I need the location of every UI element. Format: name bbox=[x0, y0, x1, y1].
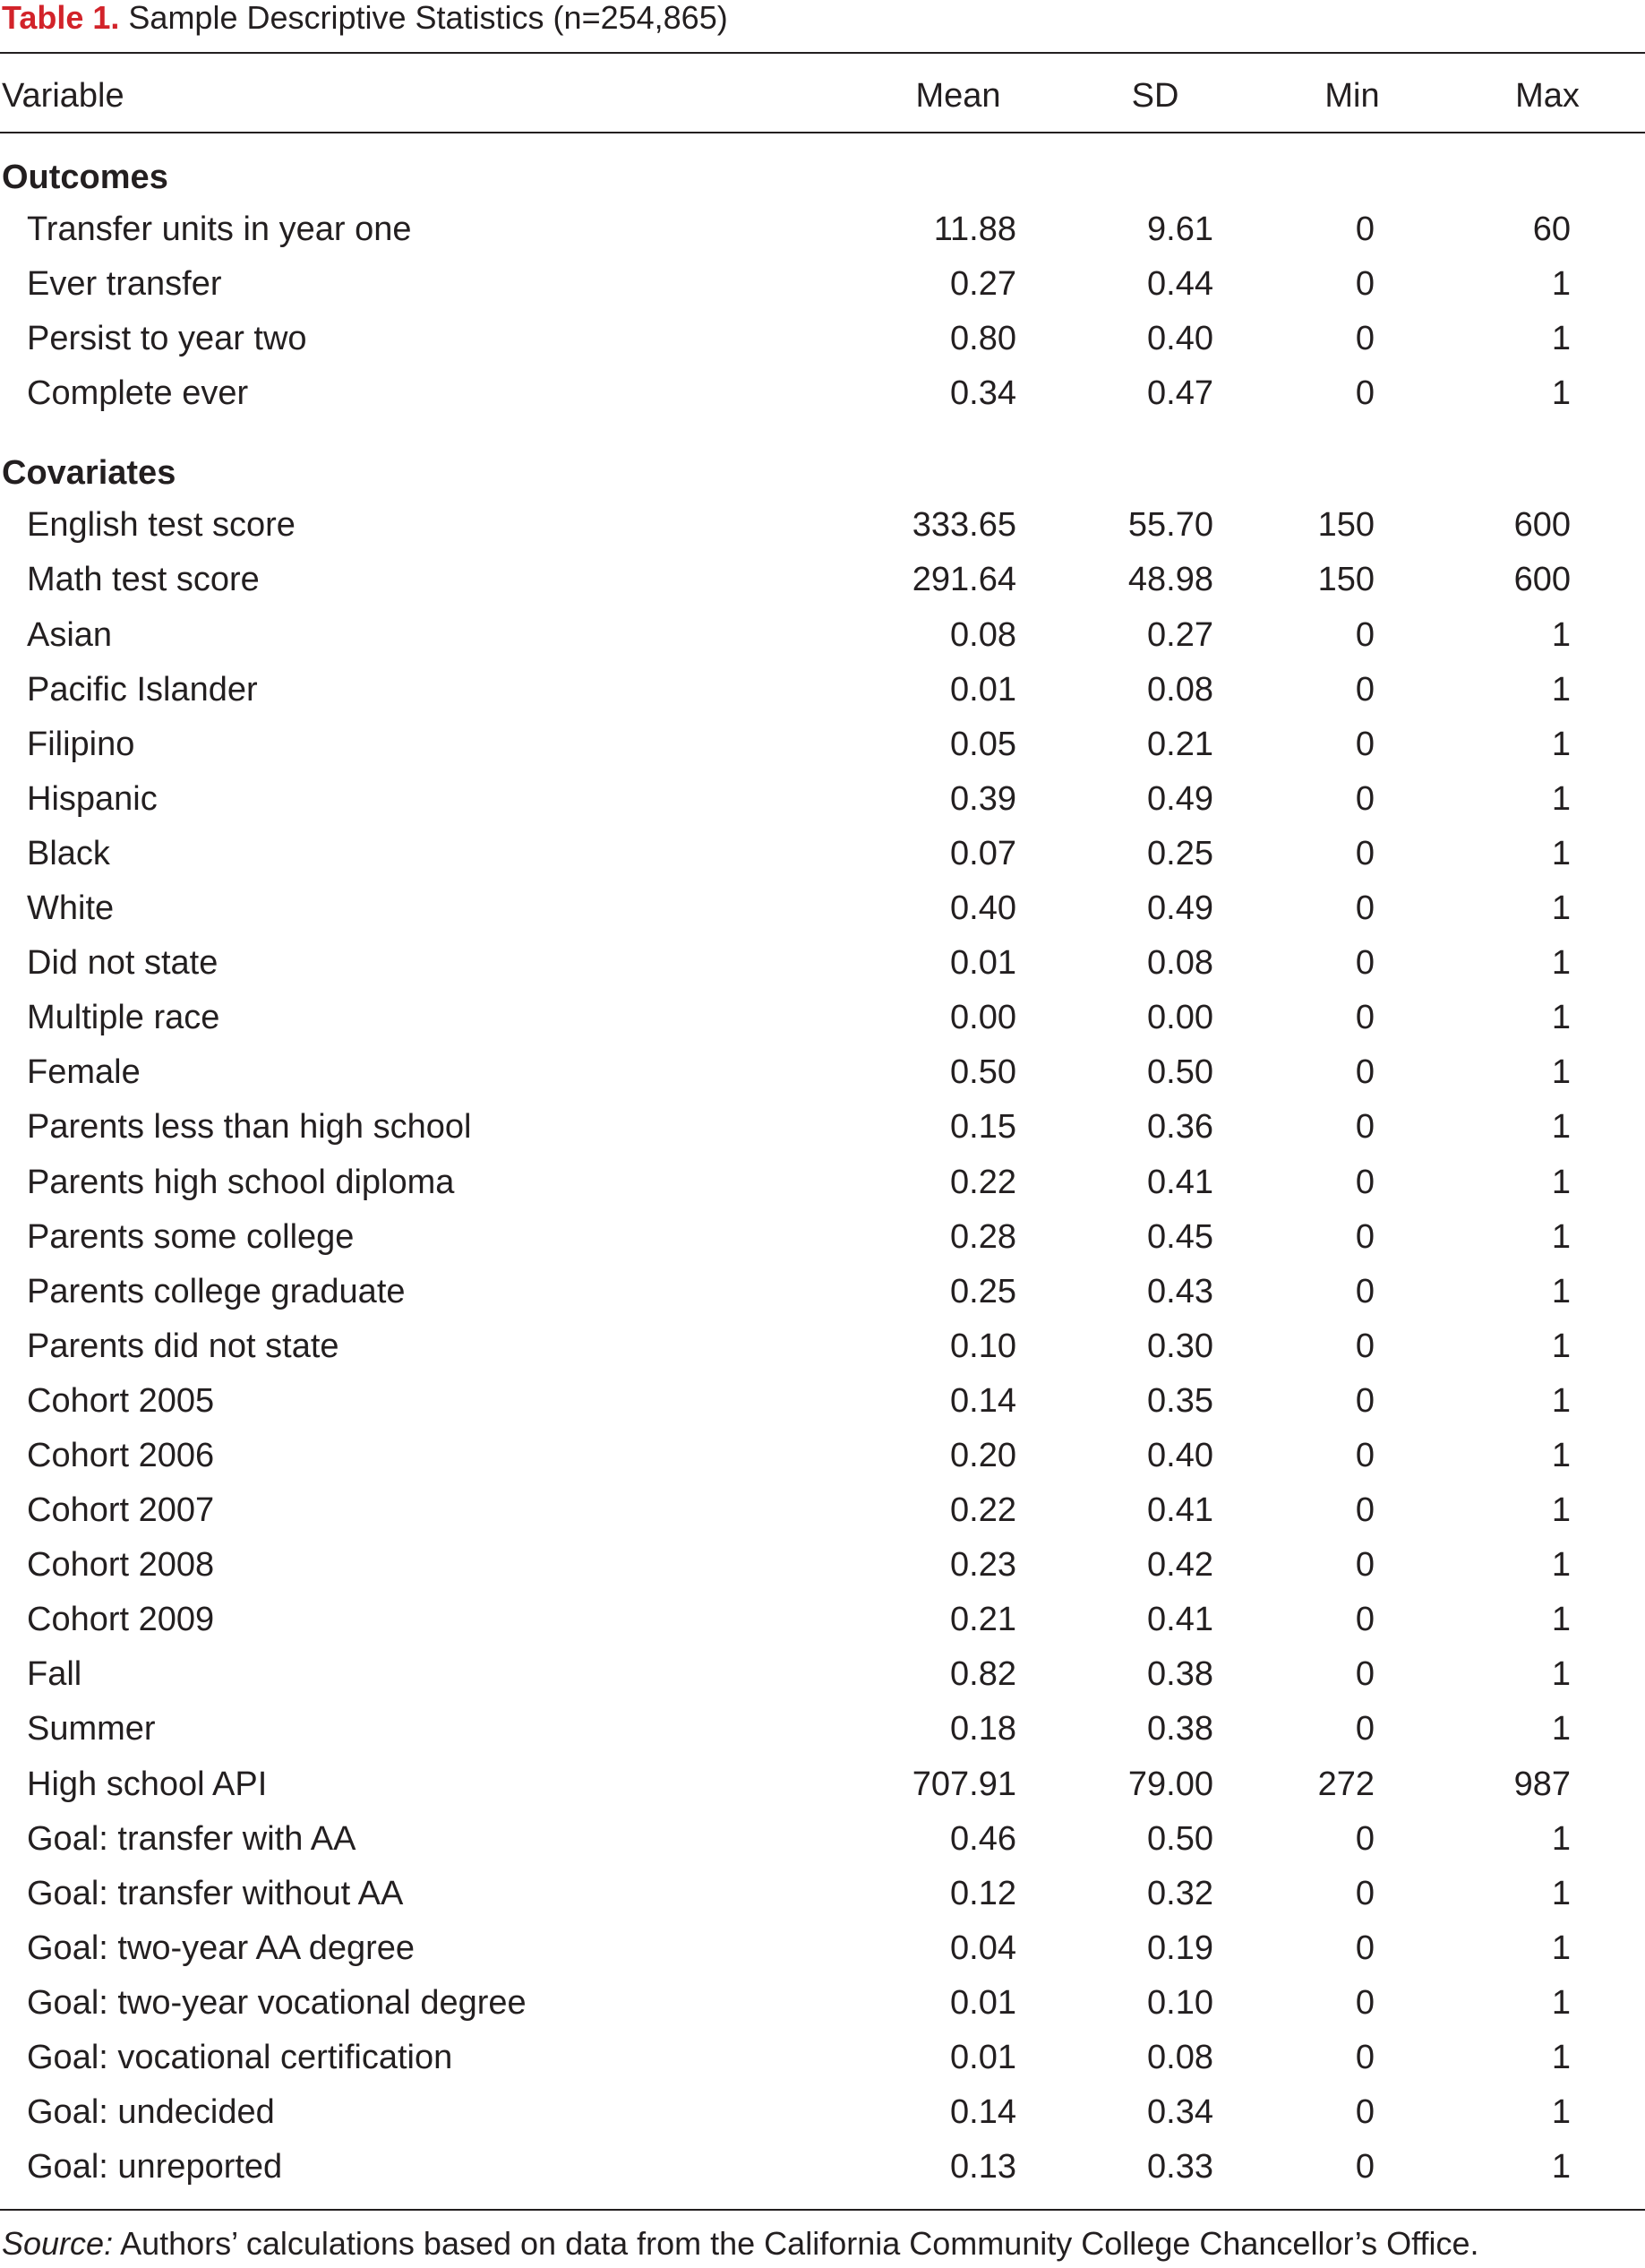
cell-sd: 0.41 bbox=[1147, 1163, 1213, 1201]
table-row bbox=[0, 312, 1645, 366]
table-row bbox=[0, 991, 1645, 1045]
header-sd: SD bbox=[1131, 77, 1179, 115]
cell-min: 0 bbox=[1355, 1874, 1375, 1912]
cell-mean: 0.07 bbox=[950, 834, 1016, 872]
cell-mean: 0.25 bbox=[950, 1272, 1016, 1310]
cell-max: 1 bbox=[1551, 1655, 1571, 1694]
cell-min: 0 bbox=[1355, 1655, 1375, 1694]
cell-variable: Asian bbox=[27, 615, 113, 654]
cell-variable: Math test score bbox=[27, 561, 260, 599]
cell-min: 0 bbox=[1355, 1983, 1375, 2022]
cell-sd: 0.27 bbox=[1147, 615, 1213, 654]
cell-min: 0 bbox=[1355, 779, 1375, 818]
cell-mean: 0.39 bbox=[950, 779, 1016, 818]
cell-mean: 333.65 bbox=[912, 506, 1016, 545]
cell-variable: White bbox=[27, 889, 115, 928]
cell-variable: High school API bbox=[27, 1765, 268, 1803]
cell-min: 0 bbox=[1355, 374, 1375, 413]
cell-variable: Filipino bbox=[27, 725, 135, 763]
cell-max: 1 bbox=[1551, 1983, 1571, 2022]
cell-max: 1 bbox=[1551, 944, 1571, 983]
cell-max: 1 bbox=[1551, 1929, 1571, 1967]
cell-mean: 0.27 bbox=[950, 265, 1016, 304]
cell-min: 0 bbox=[1355, 1053, 1375, 1092]
cell-mean: 0.21 bbox=[950, 1601, 1016, 1639]
cell-max: 1 bbox=[1551, 265, 1571, 304]
cell-sd: 0.34 bbox=[1147, 2093, 1213, 2132]
cell-sd: 0.40 bbox=[1147, 320, 1213, 358]
cell-variable: Summer bbox=[27, 1710, 156, 1748]
cell-sd: 0.38 bbox=[1147, 1710, 1213, 1748]
cell-mean: 0.15 bbox=[950, 1108, 1016, 1147]
cell-variable: Parents less than high school bbox=[27, 1108, 472, 1147]
cell-min: 0 bbox=[1355, 2093, 1375, 2132]
cell-variable: Cohort 2006 bbox=[27, 1436, 215, 1474]
table-row bbox=[0, 498, 1645, 553]
cell-max: 1 bbox=[1551, 1327, 1571, 1365]
table-row bbox=[0, 1100, 1645, 1155]
cell-variable: Cohort 2007 bbox=[27, 1491, 215, 1530]
cell-min: 0 bbox=[1355, 1546, 1375, 1585]
cell-mean: 0.00 bbox=[950, 999, 1016, 1037]
cell-sd: 0.49 bbox=[1147, 779, 1213, 818]
cell-min: 0 bbox=[1355, 999, 1375, 1037]
table-row bbox=[0, 2085, 1645, 2140]
cell-variable: Did not state bbox=[27, 944, 218, 983]
cell-min: 150 bbox=[1317, 561, 1375, 599]
cell-max: 1 bbox=[1551, 1601, 1571, 1639]
table-row bbox=[0, 1538, 1645, 1593]
table-row bbox=[0, 553, 1645, 607]
table-source-note bbox=[2, 2223, 1479, 2264]
cell-mean: 0.40 bbox=[950, 889, 1016, 928]
table-caption bbox=[2, 0, 728, 36]
cell-variable: Cohort 2005 bbox=[27, 1381, 215, 1420]
cell-min: 0 bbox=[1355, 210, 1375, 248]
cell-mean: 0.01 bbox=[950, 670, 1016, 709]
cell-variable: English test score bbox=[27, 506, 296, 545]
cell-max: 1 bbox=[1551, 779, 1571, 818]
cell-max: 1 bbox=[1551, 834, 1571, 872]
cell-mean: 0.22 bbox=[950, 1491, 1016, 1530]
table-row bbox=[0, 1812, 1645, 1867]
cell-variable: Transfer units in year one bbox=[27, 210, 412, 248]
table-row bbox=[0, 202, 1645, 257]
cell-min: 0 bbox=[1355, 615, 1375, 654]
table-row bbox=[0, 1319, 1645, 1374]
cell-variable: Parents did not state bbox=[27, 1327, 339, 1365]
cell-mean: 0.20 bbox=[950, 1436, 1016, 1474]
cell-max: 1 bbox=[1551, 1381, 1571, 1420]
cell-min: 0 bbox=[1355, 1108, 1375, 1147]
table-row bbox=[0, 1702, 1645, 1757]
table-row bbox=[0, 881, 1645, 936]
table-row bbox=[0, 1429, 1645, 1483]
table-row bbox=[0, 1867, 1645, 1921]
cell-mean: 0.01 bbox=[950, 1983, 1016, 2022]
table-row bbox=[0, 2140, 1645, 2195]
cell-variable: Goal: unreported bbox=[27, 2148, 283, 2186]
cell-sd: 0.08 bbox=[1147, 670, 1213, 709]
cell-sd: 0.43 bbox=[1147, 1272, 1213, 1310]
cell-sd: 0.38 bbox=[1147, 1655, 1213, 1694]
cell-sd: 0.21 bbox=[1147, 725, 1213, 763]
cell-sd: 0.41 bbox=[1147, 1601, 1213, 1639]
cell-min: 0 bbox=[1355, 1491, 1375, 1530]
cell-max: 600 bbox=[1513, 506, 1571, 545]
cell-sd: 0.36 bbox=[1147, 1108, 1213, 1147]
cell-variable: Complete ever bbox=[27, 374, 249, 413]
cell-sd: 0.08 bbox=[1147, 944, 1213, 983]
cell-mean: 0.08 bbox=[950, 615, 1016, 654]
cell-min: 0 bbox=[1355, 1217, 1375, 1256]
table-row bbox=[0, 663, 1645, 717]
cell-min: 0 bbox=[1355, 834, 1375, 872]
cell-sd: 0.50 bbox=[1147, 1053, 1213, 1092]
cell-min: 0 bbox=[1355, 1436, 1375, 1474]
cell-max: 1 bbox=[1551, 2093, 1571, 2132]
cell-max: 987 bbox=[1513, 1765, 1571, 1803]
table-caption-title: Sample Descriptive Statistics (n=254,865) bbox=[128, 0, 728, 36]
cell-variable: Goal: two-year vocational degree bbox=[27, 1983, 527, 2022]
table-row bbox=[0, 1210, 1645, 1265]
cell-min: 0 bbox=[1355, 1929, 1375, 1967]
cell-variable: Persist to year two bbox=[27, 320, 307, 358]
cell-variable: Cohort 2009 bbox=[27, 1601, 215, 1639]
table-row bbox=[0, 2031, 1645, 2085]
cell-max: 1 bbox=[1551, 889, 1571, 928]
table-body bbox=[0, 152, 1645, 2195]
table-row bbox=[0, 366, 1645, 421]
cell-variable: Goal: transfer with AA bbox=[27, 1819, 356, 1858]
table-row bbox=[0, 1921, 1645, 1976]
table-row bbox=[0, 827, 1645, 881]
cell-max: 1 bbox=[1551, 1710, 1571, 1748]
cell-min: 0 bbox=[1355, 1272, 1375, 1310]
cell-min: 0 bbox=[1355, 1381, 1375, 1420]
cell-max: 1 bbox=[1551, 1272, 1571, 1310]
cell-variable: Ever transfer bbox=[27, 265, 222, 304]
cell-sd: 0.08 bbox=[1147, 2039, 1213, 2076]
table-caption-label: Table 1. bbox=[2, 0, 120, 36]
cell-variable: Goal: transfer without AA bbox=[27, 1874, 404, 1912]
cell-min: 0 bbox=[1355, 320, 1375, 358]
cell-sd: 0.49 bbox=[1147, 889, 1213, 928]
cell-max: 1 bbox=[1551, 1217, 1571, 1256]
source-text: Authors’ calculations based on data from the California Community College Chancellor’s Office. bbox=[113, 2225, 1479, 2262]
cell-sd: 55.70 bbox=[1127, 506, 1213, 545]
cell-max: 60 bbox=[1532, 210, 1571, 248]
table-row bbox=[0, 1757, 1645, 1812]
cell-sd: 48.98 bbox=[1127, 561, 1213, 599]
header-min: Min bbox=[1324, 77, 1380, 115]
source-label: Source: bbox=[2, 2225, 114, 2262]
table-header-rule bbox=[0, 132, 1645, 133]
cell-sd: 0.10 bbox=[1147, 1983, 1213, 2022]
cell-max: 600 bbox=[1513, 561, 1571, 599]
cell-sd: 0.33 bbox=[1147, 2148, 1213, 2186]
cell-sd: 0.00 bbox=[1147, 999, 1213, 1037]
cell-sd: 9.61 bbox=[1147, 210, 1213, 248]
header-variable: Variable bbox=[2, 77, 124, 115]
table-row bbox=[0, 1647, 1645, 1702]
cell-min: 0 bbox=[1355, 889, 1375, 928]
cell-mean: 0.12 bbox=[950, 1874, 1016, 1912]
cell-sd: 79.00 bbox=[1127, 1765, 1213, 1803]
cell-max: 1 bbox=[1551, 2148, 1571, 2186]
cell-variable: Parents college graduate bbox=[27, 1272, 406, 1310]
cell-sd: 0.35 bbox=[1147, 1381, 1213, 1420]
cell-sd: 0.41 bbox=[1147, 1491, 1213, 1530]
table-row bbox=[0, 717, 1645, 772]
cell-max: 1 bbox=[1551, 2039, 1571, 2076]
cell-sd: 0.19 bbox=[1147, 1929, 1213, 1967]
cell-mean: 0.80 bbox=[950, 320, 1016, 358]
cell-sd: 0.45 bbox=[1147, 1217, 1213, 1256]
cell-sd: 0.25 bbox=[1147, 834, 1213, 872]
table-row bbox=[0, 1976, 1645, 2031]
cell-max: 1 bbox=[1551, 1163, 1571, 1201]
cell-max: 1 bbox=[1551, 670, 1571, 709]
cell-variable: Goal: vocational certification bbox=[27, 2039, 453, 2076]
cell-variable: Black bbox=[27, 834, 110, 872]
table-row bbox=[0, 1155, 1645, 1210]
cell-variable: Goal: two-year AA degree bbox=[27, 1929, 416, 1967]
table-row bbox=[0, 1593, 1645, 1647]
table-row bbox=[0, 1483, 1645, 1538]
cell-max: 1 bbox=[1551, 725, 1571, 763]
cell-sd: 0.50 bbox=[1147, 1819, 1213, 1858]
table-row bbox=[0, 936, 1645, 991]
cell-mean: 0.14 bbox=[950, 2093, 1016, 2132]
cell-min: 0 bbox=[1355, 1819, 1375, 1858]
cell-variable: Cohort 2008 bbox=[27, 1546, 215, 1585]
cell-mean: 0.01 bbox=[950, 944, 1016, 983]
cell-min: 0 bbox=[1355, 1710, 1375, 1748]
cell-sd: 0.40 bbox=[1147, 1436, 1213, 1474]
table-row bbox=[0, 1045, 1645, 1100]
cell-variable: Parents some college bbox=[27, 1217, 355, 1256]
cell-max: 1 bbox=[1551, 1108, 1571, 1147]
cell-variable: Goal: undecided bbox=[27, 2093, 275, 2132]
cell-mean: 0.22 bbox=[950, 1163, 1016, 1201]
cell-mean: 0.82 bbox=[950, 1655, 1016, 1694]
cell-max: 1 bbox=[1551, 1491, 1571, 1530]
cell-mean: 0.14 bbox=[950, 1381, 1016, 1420]
cell-sd: 0.30 bbox=[1147, 1327, 1213, 1365]
cell-max: 1 bbox=[1551, 999, 1571, 1037]
cell-mean: 707.91 bbox=[912, 1765, 1016, 1803]
table-bottom-rule bbox=[0, 2209, 1645, 2211]
header-mean: Mean bbox=[915, 77, 1001, 115]
table-row bbox=[0, 1265, 1645, 1319]
cell-max: 1 bbox=[1551, 1874, 1571, 1912]
table-top-rule bbox=[0, 52, 1645, 54]
cell-mean: 0.23 bbox=[950, 1546, 1016, 1585]
cell-min: 0 bbox=[1355, 1601, 1375, 1639]
cell-max: 1 bbox=[1551, 320, 1571, 358]
table-header-row bbox=[0, 73, 1645, 118]
header-max: Max bbox=[1515, 77, 1580, 115]
section-title: Outcomes bbox=[2, 159, 168, 196]
table-row bbox=[0, 1374, 1645, 1429]
cell-variable: Fall bbox=[27, 1655, 82, 1694]
cell-variable: Pacific Islander bbox=[27, 670, 258, 709]
cell-min: 0 bbox=[1355, 725, 1375, 763]
cell-mean: 0.18 bbox=[950, 1710, 1016, 1748]
cell-max: 1 bbox=[1551, 1436, 1571, 1474]
cell-mean: 0.04 bbox=[950, 1929, 1016, 1967]
cell-min: 0 bbox=[1355, 1327, 1375, 1365]
cell-mean: 0.46 bbox=[950, 1819, 1016, 1858]
cell-mean: 0.50 bbox=[950, 1053, 1016, 1092]
cell-min: 0 bbox=[1355, 2148, 1375, 2186]
cell-min: 150 bbox=[1317, 506, 1375, 545]
cell-sd: 0.44 bbox=[1147, 265, 1213, 304]
cell-mean: 0.34 bbox=[950, 374, 1016, 413]
cell-max: 1 bbox=[1551, 615, 1571, 654]
cell-max: 1 bbox=[1551, 1819, 1571, 1858]
cell-mean: 0.28 bbox=[950, 1217, 1016, 1256]
cell-variable: Multiple race bbox=[27, 999, 220, 1037]
cell-min: 0 bbox=[1355, 1163, 1375, 1201]
cell-min: 272 bbox=[1317, 1765, 1375, 1803]
cell-min: 0 bbox=[1355, 2039, 1375, 2076]
cell-sd: 0.42 bbox=[1147, 1546, 1213, 1585]
section-title: Covariates bbox=[2, 454, 176, 493]
cell-max: 1 bbox=[1551, 1546, 1571, 1585]
cell-min: 0 bbox=[1355, 265, 1375, 304]
cell-mean: 0.05 bbox=[950, 725, 1016, 763]
cell-variable: Hispanic bbox=[27, 779, 158, 818]
table-row bbox=[0, 608, 1645, 663]
table-row bbox=[0, 257, 1645, 312]
cell-min: 0 bbox=[1355, 670, 1375, 709]
cell-sd: 0.32 bbox=[1147, 1874, 1213, 1912]
cell-max: 1 bbox=[1551, 374, 1571, 413]
cell-mean: 0.10 bbox=[950, 1327, 1016, 1365]
table-row bbox=[0, 772, 1645, 827]
cell-sd: 0.47 bbox=[1147, 374, 1213, 413]
cell-mean: 0.13 bbox=[950, 2148, 1016, 2186]
cell-min: 0 bbox=[1355, 944, 1375, 983]
cell-variable: Parents high school diploma bbox=[27, 1163, 455, 1201]
cell-mean: 291.64 bbox=[912, 561, 1016, 599]
cell-max: 1 bbox=[1551, 1053, 1571, 1092]
cell-mean: 11.88 bbox=[933, 210, 1016, 248]
cell-mean: 0.01 bbox=[950, 2039, 1016, 2076]
cell-variable: Female bbox=[27, 1053, 141, 1092]
